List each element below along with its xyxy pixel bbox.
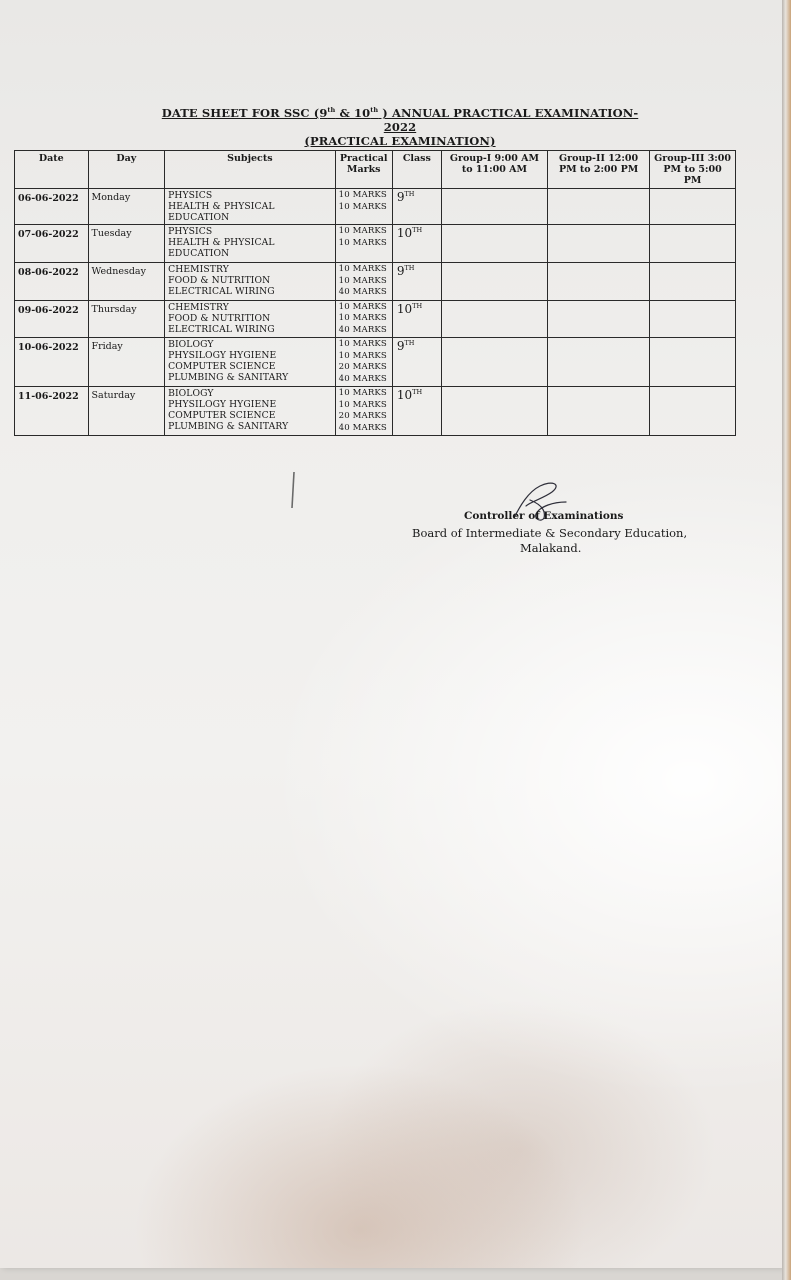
day-cell: Wednesday — [88, 263, 165, 301]
group-2-cell — [548, 225, 650, 263]
day-cell: Monday — [88, 189, 165, 225]
marks-list — [339, 264, 389, 299]
subject-name: HEALTH & PHYSICAL — [168, 201, 275, 212]
subject-name: PLUMBING & SANITARY — [168, 421, 289, 432]
group-3-cell — [650, 300, 736, 338]
marks-cell — [335, 387, 392, 436]
marks-value: 10 MARKS — [338, 313, 387, 323]
table-row — [15, 387, 736, 436]
table-row — [15, 225, 736, 263]
class-cell — [392, 338, 441, 387]
pen-mark — [290, 470, 296, 510]
marks-value: 10 MARKS — [338, 226, 387, 236]
subject-list — [168, 388, 332, 432]
marks-value: 40 MARKS — [338, 287, 387, 297]
table-header-row — [15, 151, 736, 189]
class-suffix: TH — [412, 388, 423, 396]
marks-value: 10 MARKS — [338, 275, 387, 286]
subjects-cell — [165, 338, 336, 387]
marks-value: 10 MARKS — [338, 264, 387, 274]
class-number: 10 — [396, 388, 413, 402]
class-number: 10 — [396, 301, 413, 316]
marks-value: 10 MARKS — [338, 301, 387, 312]
subject-name: COMPUTER SCIENCE — [168, 410, 276, 421]
marks-list — [339, 302, 389, 337]
marks-value: 10 MARKS — [338, 350, 387, 361]
group-1-cell — [441, 189, 547, 225]
group-3-cell — [650, 338, 736, 387]
class-cell — [392, 225, 441, 263]
marks-cell — [335, 300, 392, 338]
class-cell — [392, 263, 441, 301]
group-1-cell — [441, 300, 547, 338]
col-header-group-3: Group-III 3:00 PM to 5:00 PM — [650, 151, 736, 189]
marks-value: 10 MARKS — [338, 399, 387, 410]
class-suffix: TH — [412, 301, 423, 310]
group-3-cell — [650, 387, 736, 436]
class-suffix: TH — [412, 226, 423, 234]
table-row — [15, 300, 736, 338]
subject-list — [168, 302, 332, 335]
subject-name: PHYSICS — [168, 190, 213, 201]
marks-list — [339, 388, 389, 434]
group-2-cell — [548, 263, 650, 301]
subjects-cell — [165, 225, 336, 263]
subject-list — [168, 264, 332, 297]
class-number: 9 — [396, 264, 405, 278]
marks-list — [339, 339, 389, 385]
document-heading — [150, 106, 650, 148]
subject-name: CHEMISTRY — [168, 264, 229, 275]
group-2-cell — [548, 338, 650, 387]
marks-value: 10 MARKS — [338, 237, 387, 248]
date-cell: 07-06-2022 — [15, 225, 89, 263]
class-cell — [392, 387, 441, 436]
class-suffix: TH — [404, 339, 415, 347]
table-body — [15, 189, 736, 436]
subject-list — [168, 339, 332, 383]
marks-list — [339, 226, 389, 249]
marks-list — [339, 190, 389, 213]
marks-value: 10 MARKS — [338, 339, 387, 349]
group-2-cell — [548, 189, 650, 225]
subject-name: BIOLOGY — [168, 388, 214, 399]
class-number: 9 — [396, 339, 405, 353]
subject-name: ELECTRICAL WIRING — [168, 323, 275, 335]
heading-prefix: DATE SHEET FOR SSC (9 — [161, 106, 328, 120]
marks-value: 40 MARKS — [338, 422, 387, 433]
subject-name: PHYSILOGY HYGIENE — [168, 399, 277, 410]
signature-title: Controller of Examinations — [464, 510, 624, 522]
day-cell: Saturday — [88, 387, 165, 436]
page-edge — [782, 0, 791, 1280]
col-header-group-2: Group-II 12:00 PM to 2:00 PM — [548, 151, 650, 189]
heading-amp: & 10 — [335, 106, 371, 120]
col-header-group-1: Group-I 9:00 AM to 11:00 AM — [441, 151, 547, 189]
subject-name: EDUCATION — [168, 248, 230, 259]
class-suffix: TH — [404, 264, 415, 272]
group-1-cell — [441, 263, 547, 301]
signature-place: Malakand. — [520, 541, 582, 555]
group-3-cell — [650, 189, 736, 225]
heading-suffix: ) ANNUAL PRACTICAL EXAMINATION-2022 — [378, 106, 639, 134]
col-header-class: Class — [392, 151, 441, 189]
subjects-cell — [165, 387, 336, 436]
marks-value: 40 MARKS — [338, 373, 387, 384]
subject-name: CHEMISTRY — [168, 301, 229, 313]
subject-name: PHYSICS — [168, 226, 213, 237]
heading-title — [150, 106, 650, 134]
subject-name: FOOD & NUTRITION — [168, 275, 271, 286]
marks-value: 20 MARKS — [338, 411, 387, 421]
subject-name: PLUMBING & SANITARY — [168, 372, 289, 383]
group-1-cell — [441, 338, 547, 387]
col-header-marks: Practical Marks — [335, 151, 392, 189]
marks-cell — [335, 189, 392, 225]
group-2-cell — [548, 300, 650, 338]
col-header-subjects: Subjects — [165, 151, 336, 189]
table-row — [15, 338, 736, 387]
subject-name: FOOD & NUTRITION — [168, 312, 271, 324]
marks-value: 20 MARKS — [338, 362, 387, 372]
date-cell: 10-06-2022 — [15, 338, 89, 387]
group-3-cell — [650, 225, 736, 263]
heading-sup-1: th — [327, 106, 336, 115]
col-header-day: Day — [88, 151, 165, 189]
marks-cell — [335, 263, 392, 301]
marks-value: 10 MARKS — [338, 190, 387, 200]
subject-name: EDUCATION — [168, 212, 230, 223]
class-number: 9 — [396, 190, 405, 204]
subject-list — [168, 190, 332, 223]
subject-list — [168, 226, 332, 259]
marks-value: 10 MARKS — [338, 201, 387, 212]
subjects-cell — [165, 300, 336, 338]
day-cell: Friday — [88, 338, 165, 387]
group-3-cell — [650, 263, 736, 301]
group-2-cell — [548, 387, 650, 436]
subject-name: COMPUTER SCIENCE — [168, 361, 276, 372]
day-cell: Tuesday — [88, 225, 165, 263]
table-row — [15, 189, 736, 225]
subjects-cell — [165, 263, 336, 301]
group-1-cell — [441, 387, 547, 436]
marks-value: 10 MARKS — [338, 388, 387, 398]
subject-name: HEALTH & PHYSICAL — [168, 237, 275, 248]
date-cell: 06-06-2022 — [15, 189, 89, 225]
marks-cell — [335, 338, 392, 387]
class-suffix: TH — [404, 190, 415, 198]
signature-board: Board of Intermediate & Secondary Education, — [412, 526, 688, 540]
class-cell — [392, 189, 441, 225]
date-sheet-table — [14, 150, 736, 436]
subject-name: PHYSILOGY HYGIENE — [168, 350, 277, 361]
subject-name: ELECTRICAL WIRING — [168, 286, 275, 297]
class-cell — [392, 300, 441, 338]
group-1-cell — [441, 225, 547, 263]
col-header-date: Date — [15, 151, 89, 189]
table-row — [15, 263, 736, 301]
date-cell: 09-06-2022 — [15, 300, 89, 338]
date-cell: 08-06-2022 — [15, 263, 89, 301]
heading-subtitle: (PRACTICAL EXAMINATION) — [304, 134, 496, 148]
marks-value: 40 MARKS — [338, 324, 387, 335]
heading-sup-2: th — [370, 106, 379, 115]
marks-cell — [335, 225, 392, 263]
day-cell: Thursday — [88, 300, 165, 338]
subject-name: BIOLOGY — [168, 339, 214, 350]
subjects-cell — [165, 189, 336, 225]
class-number: 10 — [396, 226, 413, 240]
date-cell: 11-06-2022 — [15, 387, 89, 436]
